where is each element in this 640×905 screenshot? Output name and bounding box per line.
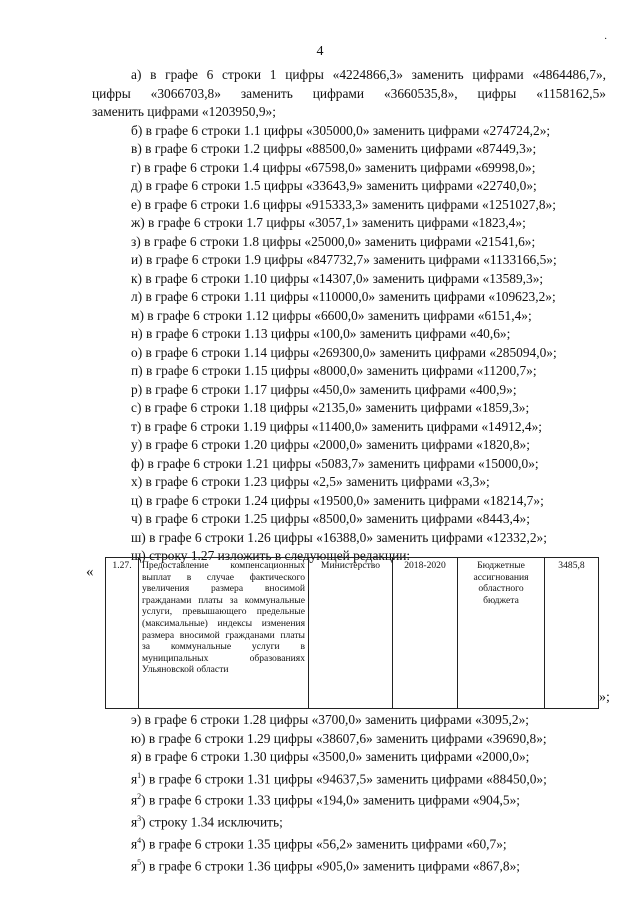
amendment-item: щ) строку 1.27 изложить в следующей редакции: xyxy=(131,548,411,563)
closing-quote: »; xyxy=(599,690,610,705)
item-superscript: 1 xyxy=(137,770,142,780)
amendment-item: с) в графе 6 строки 1.18 цифры «2135,0» заменить цифрами «1859,3»; xyxy=(131,400,530,415)
amendments-list-top xyxy=(92,66,606,566)
item-prefix: я xyxy=(131,858,138,874)
item-text: ) в графе 6 строки 1.31 цифры «94637,5» заменить цифрами «88450,0»; xyxy=(141,770,547,786)
amendment-item: п) в графе 6 строки 1.15 цифры «8000,0» заменить цифрами «11200,7»; xyxy=(131,363,537,378)
amendment-item: б) в графе 6 строки 1.1 цифры «305000,0» заменить цифрами «274724,2»; xyxy=(131,122,551,138)
amendment-item: м) в графе 6 строки 1.12 цифры «6600,0» заменить цифрами «6151,4»; xyxy=(131,307,532,323)
item-prefix: я xyxy=(131,814,138,830)
amendment-item: е) в графе 6 строки 1.6 цифры «915333,3» заменить цифрами «1251027,8»; xyxy=(131,196,556,212)
amendment-item: ц) в графе 6 строки 1.24 цифры «19500,0» заменить цифрами «18214,7»; xyxy=(131,492,544,508)
item-superscript: 4 xyxy=(137,836,142,846)
corner-mark: · xyxy=(604,34,608,45)
item-prefix: я xyxy=(131,770,138,786)
amendment-item: ж) в графе 6 строки 1.7 цифры «3057,1» заменить цифрами «1823,4»; xyxy=(131,215,526,230)
amendment-item: г) в графе 6 строки 1.4 цифры «67598,0» заменить цифрами «69998,0»; xyxy=(131,159,536,175)
item-text: ) в графе 6 строки 1.35 цифры «56,2» заменить цифрами «60,7»; xyxy=(141,836,507,852)
amendment-item: з) в графе 6 строки 1.8 цифры «25000,0» заменить цифрами «21541,6»; xyxy=(131,233,536,249)
opening-quote: « xyxy=(86,564,94,580)
item-superscript: 5 xyxy=(137,858,142,868)
paragraph-a-line-2: цифры «3066703,8» заменить цифрами «3660535,8», цифры «1158162,5» xyxy=(92,85,606,101)
amendment-item: и) в графе 6 строки 1.9 цифры «847732,7» заменить цифрами «1133166,5»; xyxy=(131,252,557,267)
item-prefix: я xyxy=(131,792,138,808)
item-prefix: э) xyxy=(131,712,142,727)
cell-description: Предоставление компенсационных выплат в случае фактического увеличения размера вносимой гражданами платы за коммунальные услуги, превышающего предельные (максимальные) индексы изменения размера вносимой гражданами платы за коммунальные услуги в муниципальных образованиях Ульяновской области xyxy=(139,558,309,709)
cell-amount: 3485,8 xyxy=(545,558,599,709)
amendment-item: к) в графе 6 строки 1.10 цифры «14307,0» заменить цифрами «13589,3»; xyxy=(131,270,544,286)
amendment-item xyxy=(92,854,606,876)
cell-funding-source: Бюджетные ассигнования областного бюджета xyxy=(458,558,545,709)
amendment-item xyxy=(92,730,606,749)
cell-row-number: 1.27. xyxy=(106,558,139,709)
amendment-item xyxy=(92,788,606,810)
amendment-item: о) в графе 6 строки 1.14 цифры «269300,0» заменить цифрами «285094,0»; xyxy=(131,344,557,360)
item-text: ) в графе 6 строки 1.36 цифры «905,0» заменить цифрами «867,8»; xyxy=(141,858,521,874)
item-text: ) строку 1.34 исключить; xyxy=(141,814,283,830)
amendment-item: л) в графе 6 строки 1.11 цифры «110000,0» заменить цифрами «109623,2»; xyxy=(131,289,556,304)
program-table-row-1-27 xyxy=(105,557,599,709)
item-text: в графе 6 строки 1.29 цифры «38607,6» заменить цифрами «39690,8»; xyxy=(145,730,547,746)
item-text: в графе 6 строки 1.30 цифры «3500,0» заменить цифрами «2000,0»; xyxy=(141,749,530,764)
amendment-item xyxy=(92,810,606,832)
amendment-item: р) в графе 6 строки 1.17 цифры «450,0» заменить цифрами «400,9»; xyxy=(131,381,517,397)
amendment-item: н) в графе 6 строки 1.13 цифры «100,0» заменить цифрами «40,6»; xyxy=(131,326,511,341)
item-prefix: я) xyxy=(131,749,142,764)
amendment-item: х) в графе 6 строки 1.23 цифры «2,5» заменить цифрами «3,3»; xyxy=(131,474,490,489)
amendments-list-bottom xyxy=(92,711,606,876)
amendment-item: ч) в графе 6 строки 1.25 цифры «8500,0» заменить цифрами «8443,4»; xyxy=(131,511,530,526)
item-text: ) в графе 6 строки 1.33 цифры «194,0» заменить цифрами «904,5»; xyxy=(141,792,521,808)
item-superscript: 2 xyxy=(137,792,142,802)
amendment-item xyxy=(92,832,606,854)
cell-executor: Министерство xyxy=(309,558,393,709)
table-row xyxy=(106,558,599,709)
amendment-item: в) в графе 6 строки 1.2 цифры «88500,0» заменить цифрами «87449,3»; xyxy=(131,141,537,156)
cell-period: 2018-2020 xyxy=(393,558,458,709)
amendment-item: у) в графе 6 строки 1.20 цифры «2000,0» заменить цифрами «1820,8»; xyxy=(131,437,530,452)
amendment-item xyxy=(92,711,606,730)
item-prefix: я xyxy=(131,836,138,852)
item-text: в графе 6 строки 1.28 цифры «3700,0» заменить цифрами «3095,2»; xyxy=(141,712,529,727)
amendment-item xyxy=(92,767,606,789)
item-superscript: 3 xyxy=(137,814,142,824)
amendment-item: д) в графе 6 строки 1.5 цифры «33643,9» заменить цифрами «22740,0»; xyxy=(131,178,537,193)
amendment-item: т) в графе 6 строки 1.19 цифры «11400,0» заменить цифрами «14912,4»; xyxy=(131,418,542,434)
paragraph-a-line-1: а) в графе 6 строки 1 цифры «4224866,3» заменить цифрами «4864486,7», xyxy=(131,67,606,82)
page-number: 4 xyxy=(316,44,324,59)
paragraph-a-line-3: заменить цифрами «1203950,9»; xyxy=(92,104,276,119)
item-prefix: ю) xyxy=(131,730,146,746)
amendment-item xyxy=(92,748,606,767)
amendment-item: ф) в графе 6 строки 1.21 цифры «5083,7» заменить цифрами «15000,0»; xyxy=(131,455,539,471)
amendment-item: ш) в графе 6 строки 1.26 цифры «16388,0» заменить цифрами «12332,2»; xyxy=(131,529,547,545)
